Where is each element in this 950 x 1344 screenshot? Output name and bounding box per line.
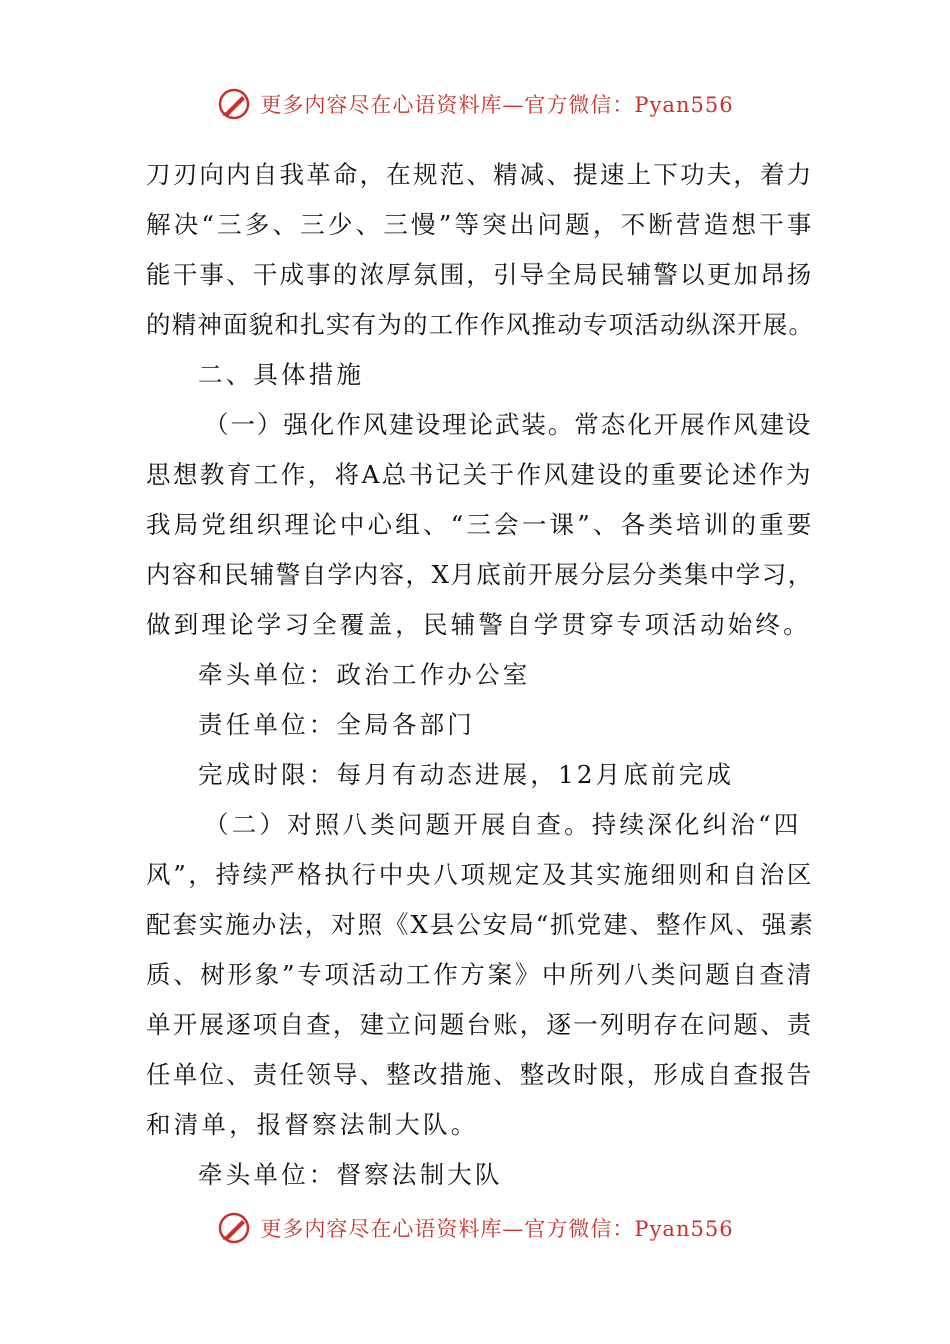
lead-unit: 牵头单位：政治工作办公室 xyxy=(198,660,531,689)
pen-logo-icon xyxy=(216,86,252,122)
subsection-heading: （二）对照八类问题开展自查。持续深化纠治“四 xyxy=(204,810,802,839)
paragraph-line: 能干事、干成事的浓厚氛围，引导全局民辅警以更加昂扬 xyxy=(146,260,814,289)
deadline: 完成时限：每月有动态进展，12月底前完成 xyxy=(198,760,735,789)
paragraph-line: 单开展逐项自查，建立问题台账，逐一列明存在问题、责 xyxy=(146,1010,814,1039)
paragraph-line: 的精神面貌和扎实有为的工作作风推动专项活动纵深开展。 xyxy=(146,310,815,339)
paragraph-line: 解决“三多、三少、三慢”等突出问题，不断营造想干事 xyxy=(146,210,815,239)
section-heading: 二、具体措施 xyxy=(198,360,365,389)
document-body xyxy=(146,150,814,1200)
paragraph-line: 内容和民辅警自学内容，X月底前开展分层分类集中学习， xyxy=(146,560,814,589)
lead-unit: 牵头单位：督察法制大队 xyxy=(198,1160,503,1189)
paragraph-line: 质、树形象”专项活动工作方案》中所列八类问题自查清 xyxy=(146,960,815,989)
paragraph-line: 和清单，报督察法制大队。 xyxy=(146,1110,479,1139)
paragraph-line: 任单位、责任领导、整改措施、整改时限，形成自查报告 xyxy=(146,1060,814,1089)
footer-banner xyxy=(0,1210,950,1246)
responsible-unit: 责任单位：全局各部门 xyxy=(198,710,475,739)
paragraph-line: 配套实施办法，对照《X县公安局“抓党建、整作风、强素 xyxy=(146,910,815,939)
subsection-heading: （一）强化作风建设理论武装。常态化开展作风建设 xyxy=(204,410,813,439)
header-banner-text: 更多内容尽在心语资料库—官方微信：Pyan556 xyxy=(260,93,734,117)
footer-banner-text: 更多内容尽在心语资料库—官方微信：Pyan556 xyxy=(260,1217,734,1241)
paragraph-line: 思想教育工作，将A总书记关于作风建设的重要论述作为 xyxy=(146,460,813,489)
header-banner xyxy=(0,86,950,122)
paragraph-line: 刀刃向内自我革命，在规范、精减、提速上下功夫，着力 xyxy=(146,160,814,189)
paragraph-line: 做到理论学习全覆盖，民辅警自学贯穿专项活动始终。 xyxy=(146,610,811,639)
paragraph-line: 我局党组织理论中心组、“三会一课”、各类培训的重要 xyxy=(146,510,815,539)
paragraph-line: 风”，持续严格执行中央八项规定及其实施细则和自治区 xyxy=(146,860,815,889)
pen-logo-icon xyxy=(216,1210,252,1246)
